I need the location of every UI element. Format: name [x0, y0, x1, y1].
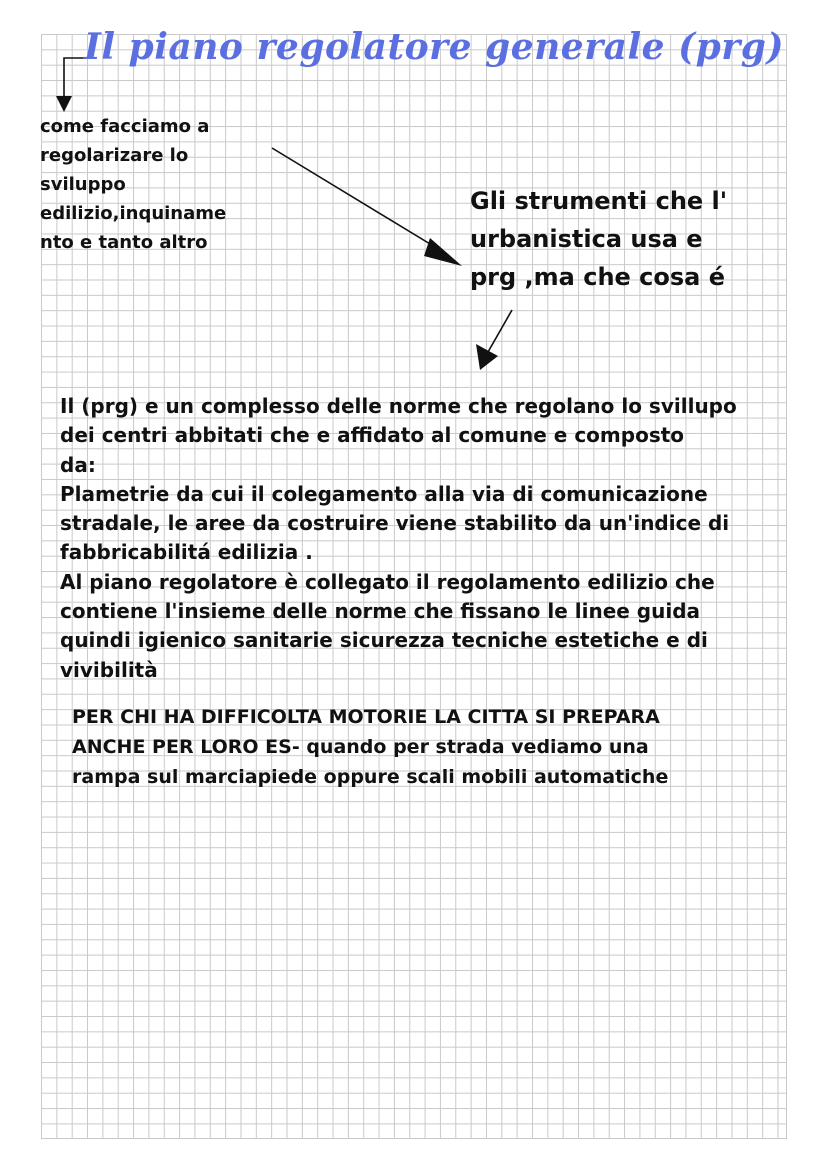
definition-paragraph: Il (prg) e un complesso delle norme che regolano lo svillupo dei centri abbitati che e affidato al comune e composto da: Plametrie da cui il colegamento alla via di comunicazione stradale, le aree da costruire viene stabilito da un'indice di fabbricabilitá edilizia . Al piano regolatore è collegato il regolamento edilizio che contiene l'insieme delle norme che fissano le linee guida quindi igienico sanitarie sicurezza tecniche estetiche e di vivibilità [60, 394, 737, 682]
tools-note: Gli strumenti che l' urbanistica usa e prg ,ma che cosa é [470, 187, 728, 291]
side-note: come facciamo a regolarizare lo sviluppo edilizio,inquiname nto e tanto altro [40, 116, 227, 253]
accessibility-note: PER CHI HA DIFFICOLTA MOTORIE LA CITTA SI PREPARA ANCHE PER LORO ES- quando per strada vediamo una rampa sul marciapiede oppure scali mobili automatiche [72, 706, 669, 788]
page-title: Il piano regolatore generale (prg) [84, 26, 784, 68]
